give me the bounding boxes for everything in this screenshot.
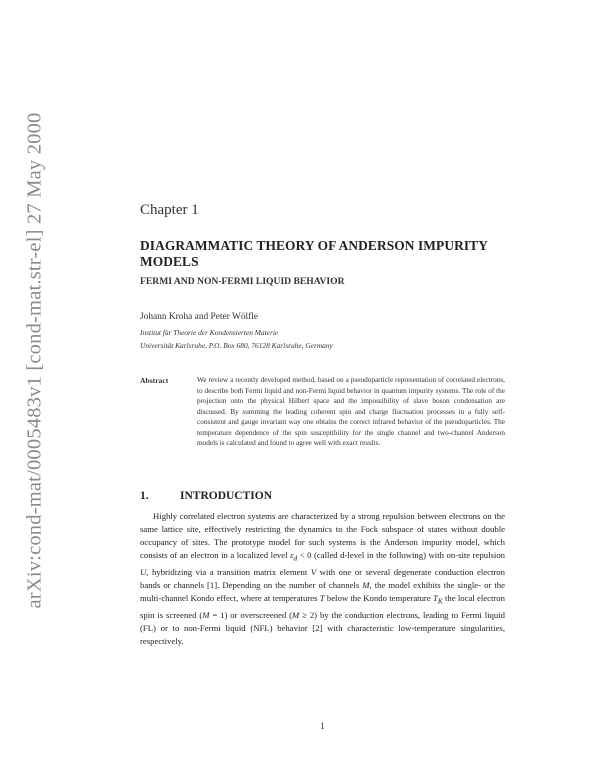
body-text: , hybridizing via a transition matrix element	[146, 567, 311, 578]
section-number: 1.	[140, 490, 149, 502]
intro-paragraph	[140, 510, 505, 648]
math-M: M	[362, 580, 370, 591]
body-text: with one or several degenerate conduction electron bands or channels [1]. Depending on the number of channels	[140, 567, 505, 591]
math-M: M	[202, 610, 210, 621]
math-U: U	[140, 567, 147, 578]
abstract-text: We review a recently developed method, based on a pseudoparticle representation of correlated electrons, to describe both Fermi liquid and non-Fermi liquid behavior in quantum impurity systems. The role of the projection onto the physical Hilbert space and the impossibility of slave boson condensation are discussed. By summing the leading coherent spin and charge fluctuation processes in a fully self-consistent and gauge invariant way one obtains the correct infrared behavior of the pseudoparticles. The temperature dependence of the spin susceptibility for the single channel and two-channel Anderson models is calculated and found to agree well with exact results.	[197, 376, 505, 447]
math-subscript-d: d	[293, 555, 298, 564]
affiliations	[140, 326, 333, 352]
arxiv-stamp-container	[20, 111, 50, 609]
body-text: the local electron spin is screened (	[140, 593, 505, 621]
chapter-label: Chapter 1	[140, 202, 199, 218]
math-epsilon: ε	[290, 550, 294, 561]
authors: Johann Kroha and Peter Wölfle	[140, 312, 259, 322]
math-V: V	[310, 567, 317, 578]
affiliation-line-1: Institut für Theorie der Kondensierten Materie	[140, 328, 279, 337]
math-TK: T	[432, 593, 438, 604]
body-text: ≥ 2) by the conduction electrons, leading to Fermi liquid (FL) or to non-Fermi liquid (NFL) behavior [2] with characteristic low-temperature singularities, respectively.	[140, 610, 505, 647]
body-text: < 0 (called d-level in the following) with on-site repulsion	[297, 550, 506, 561]
math-subscript-K: K	[437, 598, 443, 607]
body-text: Highly correlated electron systems are characterized by a strong repulsion between electrons on the same lattice site, effectively restricting the dynamics to the Fock subspace of states without double occupancy of sites. The prototype model for such systems is the Anderson impurity model, which consists of an electron in a localized level	[140, 511, 505, 561]
page-number: 1	[320, 721, 325, 731]
body-text: = 1) or overscreened (	[209, 610, 293, 621]
body-text: , the model exhibits the single- or the multi-channel Kondo effect, where at temperatures	[140, 580, 505, 604]
math-M: M	[292, 610, 300, 621]
body-text: below the Kondo temperature	[324, 593, 433, 604]
math-T: T	[319, 593, 325, 604]
arxiv-stamp: arXiv:cond-mat/0005483v1 [cond-mat.str-el] 27 May 2000	[23, 111, 46, 609]
paper-title: DIAGRAMMATIC THEORY OF ANDERSON IMPURITY MODELS	[140, 238, 488, 269]
affiliation-line-2: Universität Karlsruhe, P.O. Box 680, 76128 Karlsruhe, Germany	[140, 341, 333, 350]
abstract-label: Abstract	[140, 376, 169, 385]
section-title: INTRODUCTION	[180, 490, 273, 502]
paper-subtitle: FERMI AND NON-FERMI LIQUID BEHAVIOR	[140, 276, 345, 287]
